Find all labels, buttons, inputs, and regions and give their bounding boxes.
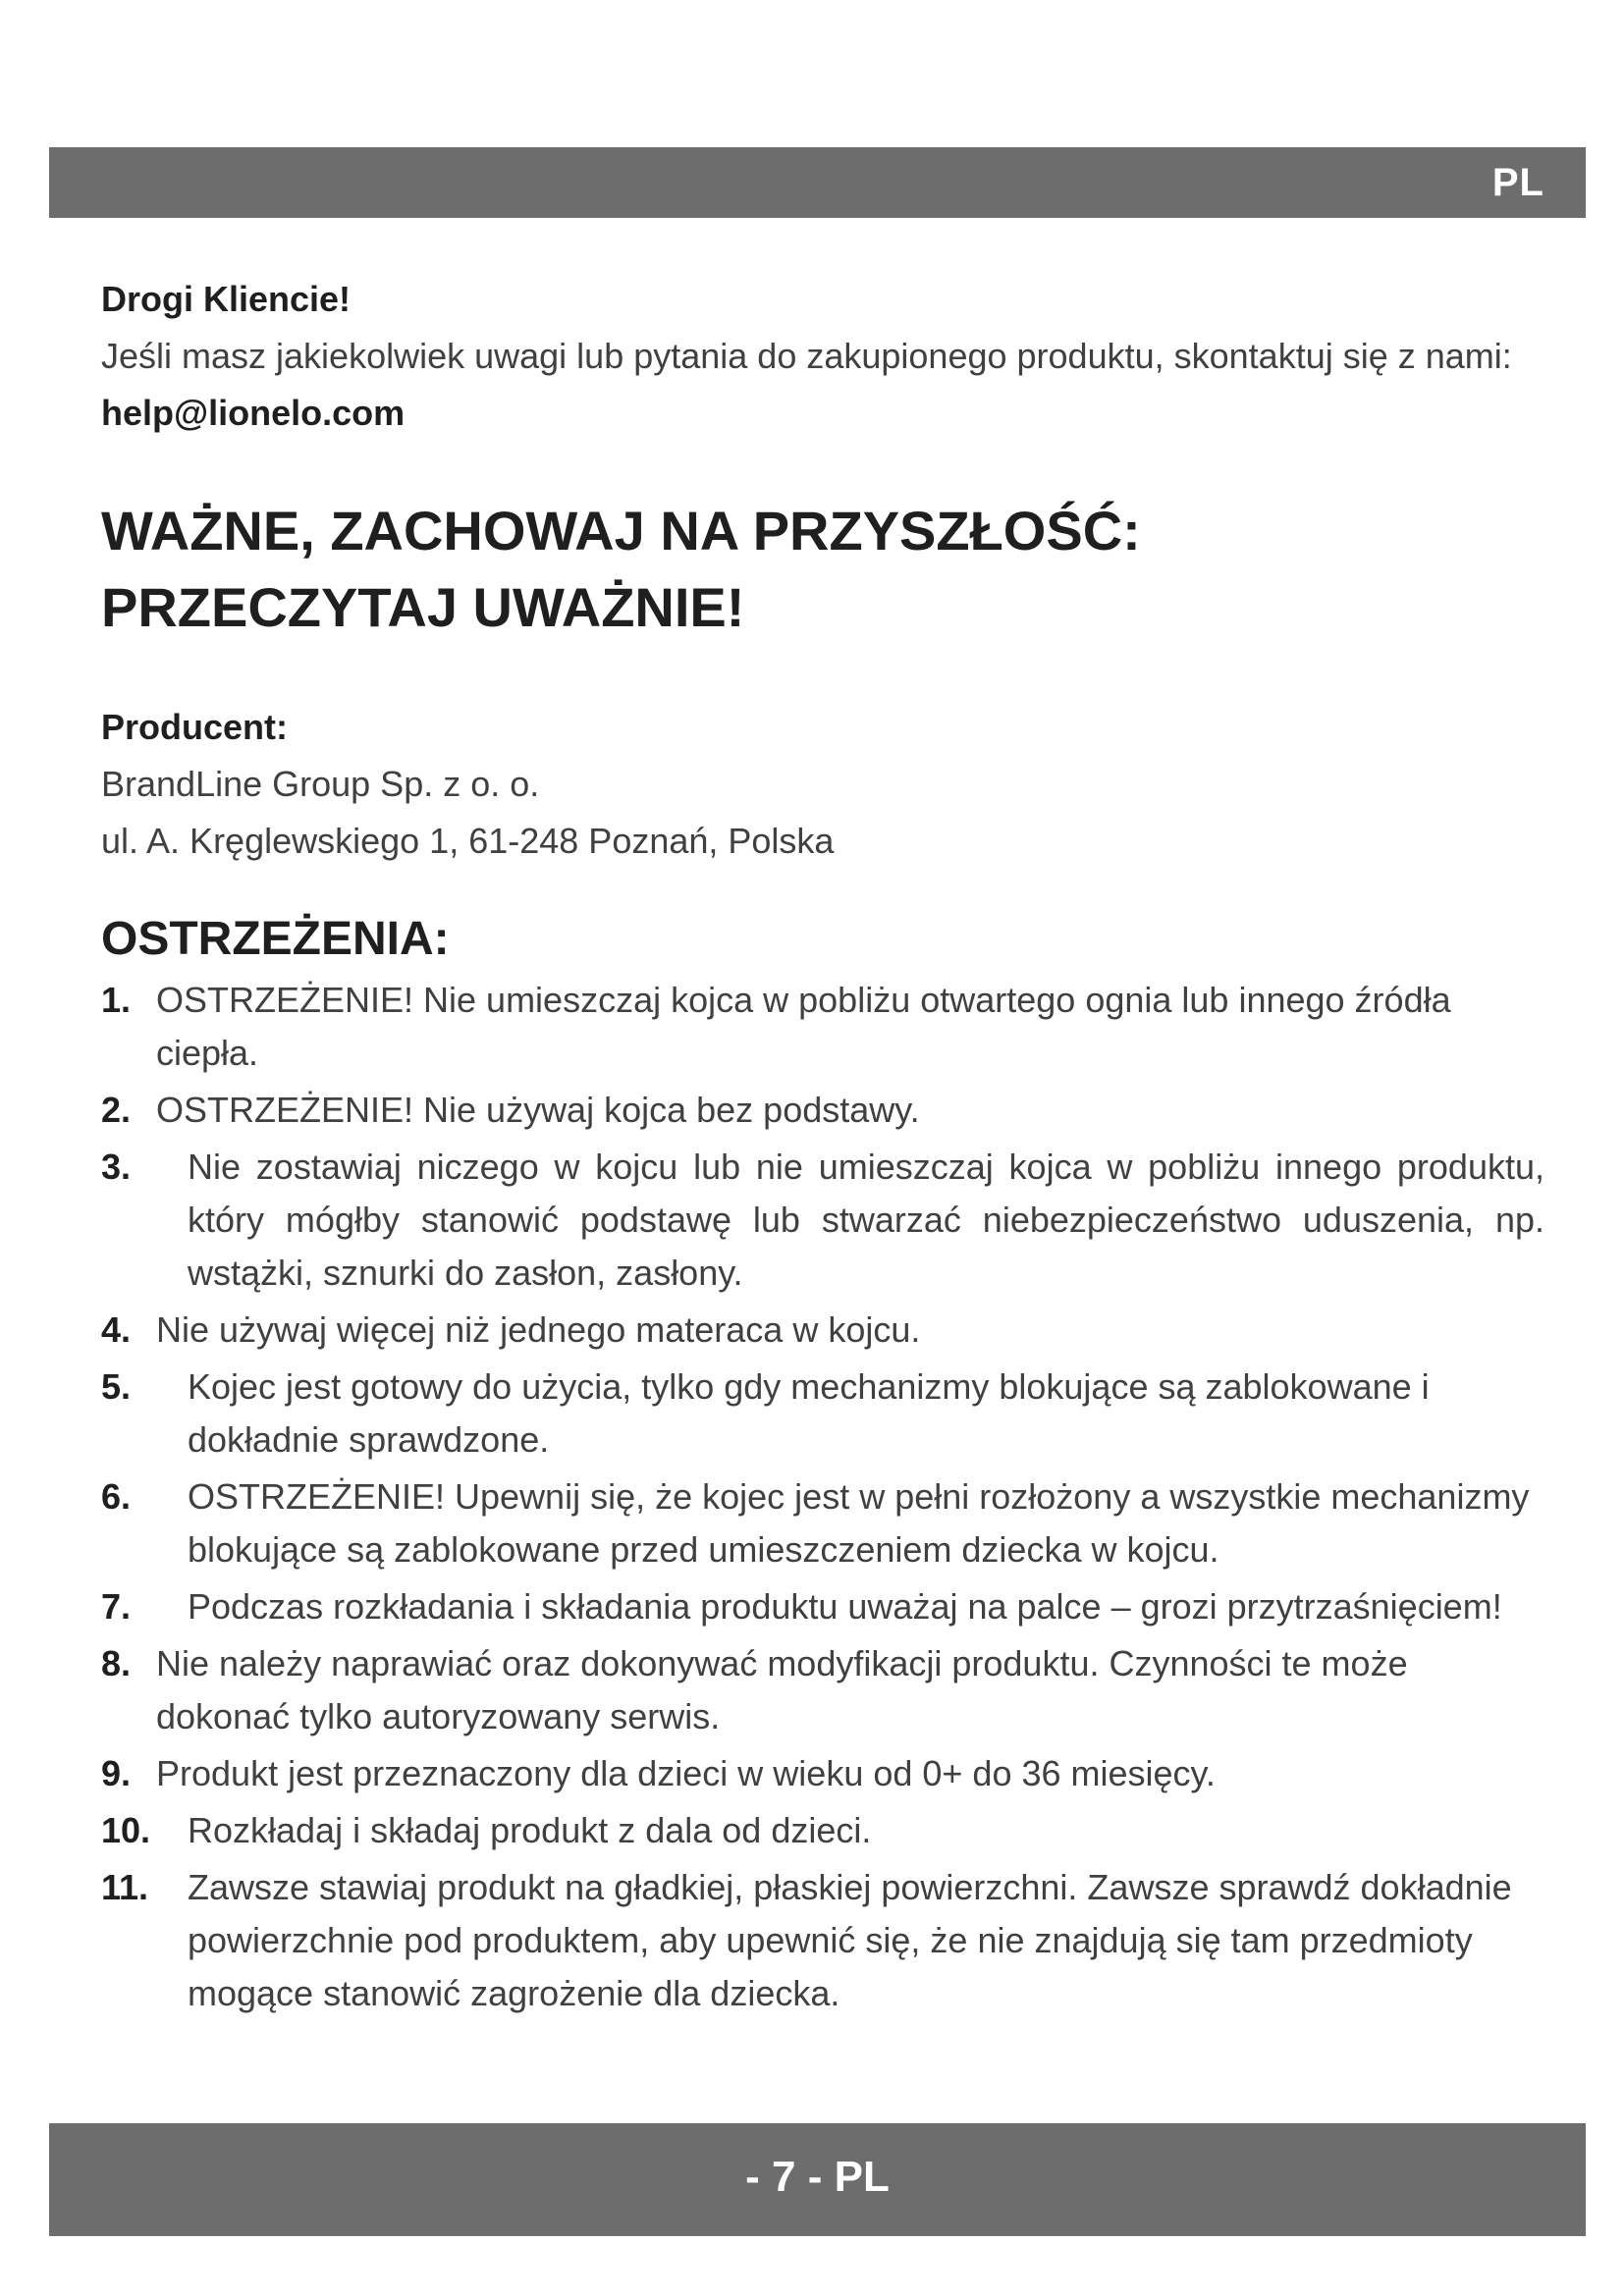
warning-item-3 xyxy=(101,1141,1544,1300)
warning-number: 2. xyxy=(101,1090,132,1130)
warnings-list xyxy=(101,974,1544,2020)
greeting-title: Drogi Kliencie! xyxy=(101,279,352,319)
important-heading-line-1: WAŻNE, ZACHOWAJ NA PRZYSZŁOŚĆ: xyxy=(101,500,1141,561)
warning-item-6 xyxy=(101,1470,1544,1576)
producer-title: Producent: xyxy=(101,707,289,747)
warning-item-4 xyxy=(101,1304,1544,1357)
warning-text: OSTRZEŻENIE! Upewnij się, że kojec jest w pełni rozłożony a wszystkie mechanizmy blokujące są zablokowane przed umieszczeniem dziecka w kojcu. xyxy=(188,1476,1530,1570)
warning-number: 7. xyxy=(101,1586,132,1627)
greeting-body xyxy=(101,328,1544,442)
warning-text: Rozkładaj i składaj produkt z dala od dzieci. xyxy=(188,1810,872,1850)
footer-bar xyxy=(49,2123,1586,2236)
warning-number: 10. xyxy=(101,1810,151,1850)
page-content xyxy=(101,271,1544,2024)
producer-name: BrandLine Group Sp. z o. o. xyxy=(101,764,540,804)
warning-number: 9. xyxy=(101,1753,132,1793)
warning-number: 6. xyxy=(101,1476,132,1517)
header-bar xyxy=(49,147,1586,218)
warning-text: Zawsze stawiaj produkt na gładkiej, płaskiej powierzchni. Zawsze sprawdź dokładnie powierzchnie pod produktem, aby upewnić się, że nie znajdują się tam przedmioty mogące stanowić zagrożenie dla dziecka. xyxy=(188,1867,1512,2013)
warning-text: Nie należy naprawiać oraz dokonywać modyfikacji produktu. Czynności te może dokonać tylko autoryzowany serwis. xyxy=(156,1643,1408,1736)
warning-item-1 xyxy=(101,974,1544,1080)
warning-number: 5. xyxy=(101,1366,132,1407)
warning-text: Nie używaj więcej niż jednego materaca w kojcu. xyxy=(156,1309,921,1350)
important-heading-line-2: PRZECZYTAJ UWAŻNIE! xyxy=(101,576,745,638)
warning-item-5 xyxy=(101,1361,1544,1467)
warning-item-11 xyxy=(101,1861,1544,2020)
warning-text: Nie zostawiaj niczego w kojcu lub nie umieszczaj kojca w pobliżu innego produktu, który mógłby stanowić podstawę lub stwarzać niebezpieczeństwo uduszenia, np. wstążki, sznurki do zasłon, zasłony. xyxy=(188,1147,1544,1293)
warning-text: Kojec jest gotowy do użycia, tylko gdy mechanizmy blokujące są zablokowane i dokładnie sprawdzone. xyxy=(188,1366,1430,1460)
warning-text: Podczas rozkładania i składania produktu uważaj na palce – grozi przytrzaśnięciem! xyxy=(188,1586,1502,1627)
warning-item-2 xyxy=(101,1084,1544,1137)
warnings-title: OSTRZEŻENIA: xyxy=(101,913,450,965)
warning-number: 1. xyxy=(101,980,132,1020)
page-number: - 7 - PL xyxy=(745,2153,890,2201)
warning-item-7 xyxy=(101,1580,1544,1633)
warning-number: 11. xyxy=(101,1867,149,1907)
producer-address: ul. A. Kręglewskiego 1, 61-248 Poznań, Polska xyxy=(101,821,835,861)
important-heading xyxy=(101,493,1544,646)
warning-number: 8. xyxy=(101,1643,132,1683)
warning-item-10 xyxy=(101,1804,1544,1857)
contact-email: help@lionelo.com xyxy=(101,393,406,433)
warning-text: OSTRZEŻENIE! Nie umieszczaj kojca w pobliżu otwartego ognia lub innego źródła ciepła. xyxy=(156,980,1451,1073)
warning-text: OSTRZEŻENIE! Nie używaj kojca bez podstawy. xyxy=(156,1090,920,1130)
warning-item-9 xyxy=(101,1747,1544,1800)
warning-item-8 xyxy=(101,1637,1544,1743)
warning-text: Produkt jest przeznaczony dla dzieci w wieku od 0+ do 36 miesięcy. xyxy=(156,1753,1216,1793)
greeting-text: Jeśli masz jakiekolwiek uwagi lub pytania do zakupionego produktu, skontaktuj się z nami: xyxy=(101,336,1512,376)
warning-number: 4. xyxy=(101,1309,132,1350)
warning-number: 3. xyxy=(101,1147,132,1187)
header-language-label: PL xyxy=(1491,161,1544,204)
